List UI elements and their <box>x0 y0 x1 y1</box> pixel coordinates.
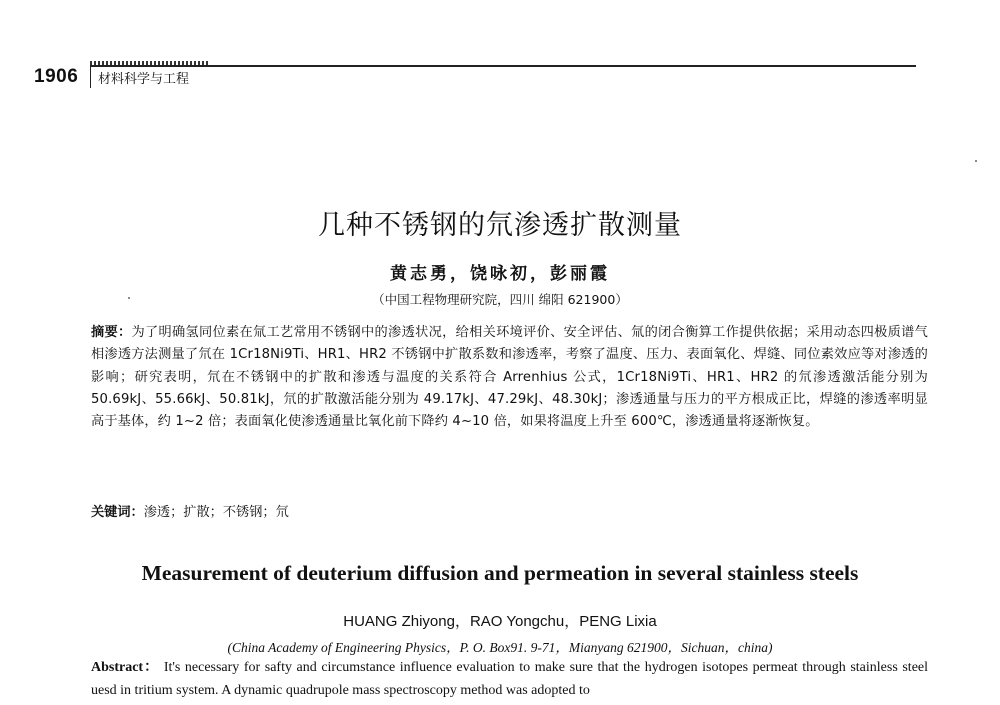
english-title: Measurement of deuterium diffusion and permeation in several stainless steels <box>141 561 859 585</box>
chinese-authors: 黄志勇，饶咏初，彭丽霞 <box>390 264 610 284</box>
chinese-abstract <box>91 322 928 433</box>
chinese-abstract-label: 摘要： <box>91 325 132 340</box>
english-affiliation: (China Academy of Engineering Physics，P. O. Box91. 9-71，Mianyang 621900，Sichuan，china) <box>227 640 773 655</box>
chinese-keywords-label: 关键词： <box>91 505 144 520</box>
chinese-abstract-text: 为了明确氢同位素在氚工艺常用不锈钢中的渗透状况，给相关环境评价、安全评估、氚的闭合衡算工作提供依据；采用动态四极质谱气相渗透方法测量了氘在 1Cr18Ni9Ti、HR1、HR2 不锈钢中扩散系数和渗透率，考察了温度、压力、表面氧化、焊缝、同位素效应等对渗透的影响；研究表明，氘在不锈钢中的扩散和渗透与温度的关系符合 Arrenhius 公式，1Cr18Ni9Ti、HR1、HR2 的氘渗透激活能分别为 50.69kJ、55.66kJ、50.81kJ，氘的扩散激活能分别为 49.17kJ、47.29kJ、48.30kJ；渗透通量与压力的平方根成正比，焊缝的渗透率明显高于基体，约 1~2 倍；表面氧化使渗透通量比氧化前下降约 4~10 倍，如果将温度上升至 600℃，渗透通量将逐渐恢复。 <box>91 325 928 430</box>
english-abstract-text: It's necessary for safty and circumstance influence evaluation to make sure that the hydrogen isotopes permeat through stainless steel uesd in tritium system. A dynamic quadrupole mass spectroscopy method was adopted to <box>91 660 929 698</box>
chinese-keywords-text: 渗透；扩散；不锈钢；氘 <box>143 505 289 520</box>
chinese-title: 几种不锈钢的氘渗透扩散测量 <box>318 210 682 241</box>
scan-speck <box>128 297 130 299</box>
english-abstract <box>91 656 928 702</box>
chinese-affiliation: （中国工程物理研究院，四川 绵阳 621900） <box>372 292 628 307</box>
header-divider <box>90 66 91 88</box>
english-abstract-label: Abstract： <box>91 660 160 675</box>
english-authors: HUANG Zhiyong，RAO Yongchu，PENG Lixia <box>343 613 657 630</box>
journal-name: 材料科学与工程 <box>98 72 190 87</box>
chinese-keywords <box>91 501 928 520</box>
header-rule <box>90 65 916 67</box>
scan-speck <box>975 160 977 162</box>
page-number: 1906 <box>34 66 79 87</box>
